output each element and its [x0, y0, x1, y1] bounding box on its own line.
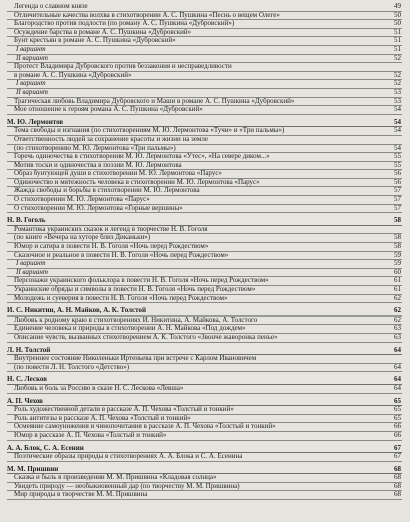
toc-entry [7, 37, 402, 46]
page-number: 58 [394, 242, 401, 251]
toc-section-heading [7, 376, 402, 385]
entry-title: Одиночество и мятежность человека в стихотворении М. Ю. Лермонтова «Парус» [14, 178, 260, 186]
page-number: 51 [394, 36, 401, 45]
entry-title: Тема свободы и изгнания (по стихотворениям М. Ю. Лермонтова «Тучи» и «Три пальмы») [14, 127, 285, 135]
page-number: 52 [394, 79, 401, 88]
toc-entry [7, 234, 402, 243]
toc-entry [7, 98, 402, 107]
toc-entry [7, 432, 402, 441]
page-number: 62 [394, 306, 401, 315]
page-number: 56 [394, 177, 401, 186]
page-number: 59 [394, 259, 401, 268]
toc-entry [7, 334, 402, 343]
page-number: 53 [394, 87, 401, 96]
entry-title: Сказочное и реальное в повести Н. В. Гоголя «Ночь перед Рождеством» [14, 251, 229, 259]
page-number: 51 [394, 27, 401, 36]
entry-title: Романтика украинских сказок и легенд в творчестве Н. В. Гоголя [14, 225, 208, 233]
toc-entry [7, 491, 402, 500]
section-author: Н. С. Лесков [7, 376, 48, 384]
toc-entry [7, 295, 402, 304]
entry-title: О стихотворении М. Ю. Лермонтова «Горные вершины» [14, 204, 183, 212]
entry-title: (по книге «Вечера на хуторе близ Диканьки») [14, 234, 151, 242]
toc-entry [7, 325, 402, 334]
entry-title: Юмор в рассказе А. П. Чехова «Толстый и тонкий» [14, 431, 167, 439]
page-number: 50 [394, 19, 401, 28]
page-number: 64 [394, 375, 401, 384]
toc-entry [7, 355, 402, 364]
toc-section-heading [7, 347, 402, 356]
entry-title: Жажда свободы и борьбы в стихотворении М. Ю. Лермонтова [14, 187, 200, 195]
toc-entry [7, 162, 402, 171]
entry-title: Роль антитезы в рассказе А. П. Чехова «Толстый и тонкий» [14, 414, 191, 422]
entry-title: Персонажи украинского фольклора в повести Н. В. Гоголя «Ночь перед Рождеством» [14, 277, 269, 285]
entry-title: I вариант [16, 80, 46, 88]
entry-title: О стихотворении М. Ю. Лермонтова «Парус» [14, 196, 150, 204]
toc-variant-row [7, 260, 402, 269]
page-number: 55 [394, 160, 401, 169]
toc-entry [7, 106, 402, 115]
entry-title: Трагическая любовь Владимира Дубровского и Маши в романе А. С. Пушкина «Дубровский» [14, 97, 295, 105]
page-number: 52 [394, 53, 401, 62]
toc-entry [7, 196, 402, 205]
page-number: 68 [394, 481, 401, 490]
entry-title: в романе А. С. Пушкина «Дубровский» [14, 71, 132, 79]
page-number: 63 [394, 332, 401, 341]
entry-title: Украинские обряды и символы в повести Н. В. Гоголя «Ночь перед Рождеством» [14, 286, 256, 293]
entry-title: Сказка и быль в произведении М. М. Пришвина «Кладовая солнца» [14, 474, 217, 482]
toc-entry [7, 127, 402, 136]
page-number: 67 [394, 443, 401, 452]
entry-title: Любовь к родному краю в стихотворениях И. Никитина, А. Майкова, А. Толстого [14, 316, 258, 324]
page-number: 57 [394, 203, 401, 212]
page-number: 64 [394, 383, 401, 392]
page-number: 66 [394, 422, 401, 431]
page-number: 65 [394, 413, 401, 422]
toc-entry [7, 170, 402, 179]
toc-entry [7, 286, 402, 295]
entry-title: (по повести Л. Н. Толстого «Детство») [14, 363, 130, 371]
toc-entry [7, 385, 402, 394]
entry-title: Поэтические образы природы в стихотворениях А. А. Блока и С. А. Есенина [14, 453, 243, 461]
page-number: 56 [394, 169, 401, 178]
entry-title: I вариант [16, 260, 46, 268]
page-number: 61 [394, 276, 401, 285]
entry-title: Благородство против подлости (по роману А. С. Пушкина «Дубровский») [14, 20, 235, 28]
toc-entry [7, 453, 402, 462]
page-number: 64 [394, 362, 401, 371]
entry-title: Внутреннее состояние Николеньки Иртеньева при встрече с Карлом Ивановичем [14, 355, 257, 363]
toc-variant-row [7, 55, 402, 64]
entry-title: Увидеть природу — необыкновенный дар (по творчеству М. М. Пришвина) [14, 482, 240, 490]
page-number: 60 [394, 267, 401, 276]
toc-entry [7, 474, 402, 483]
page-number: 57 [394, 186, 401, 195]
toc-entry [7, 3, 402, 12]
page-number: 51 [394, 44, 401, 53]
page-number: 54 [394, 143, 401, 152]
entry-title: Единение человека и природы в стихотворении А. Н. Майкова «Под дождем» [14, 325, 246, 333]
toc-entry [7, 252, 402, 261]
toc-variant-row [7, 269, 402, 278]
entry-title: Любовь и боль за Россию в сказе Н. С. Лескова «Левша» [14, 384, 184, 392]
page-number: 57 [394, 195, 401, 204]
toc-entry [7, 72, 402, 81]
toc-entry [7, 406, 402, 415]
entry-title: II вариант [16, 54, 48, 62]
toc-variant-row [7, 46, 402, 55]
toc-section-heading [7, 119, 402, 128]
entry-title: Легенда о славном князе [14, 3, 88, 10]
toc-entry [7, 136, 402, 145]
page-number: 66 [394, 430, 401, 439]
entry-title: Молодежь и суеверия в повести Н. В. Гоголя «Ночь перед Рождеством» [14, 294, 228, 302]
toc-entry [7, 12, 402, 21]
entry-title: Бунт крестьян в романе А. С. Пушкина «Дубровский» [14, 37, 176, 45]
toc-entry [7, 179, 402, 188]
page-number: 68 [394, 464, 401, 473]
page-number: 58 [394, 216, 401, 225]
entry-title: Мир природы в творчестве М. М. Пришвина [14, 491, 148, 499]
page-number: 64 [394, 345, 401, 354]
toc-entry [7, 483, 402, 492]
toc-section-heading [7, 307, 402, 317]
toc-variant-row [7, 80, 402, 89]
toc-entry [7, 415, 402, 424]
page-number: 58 [394, 233, 401, 242]
table-of-contents [7, 3, 402, 500]
page-number: 67 [394, 452, 401, 461]
entry-title: Роль художественной детали в рассказе А. П. Чехова «Толстый и тонкий» [14, 406, 234, 414]
page-number: 65 [394, 396, 401, 405]
entry-title: Мое отношение к героям романа А. С. Пушкина «Дубровский» [14, 106, 203, 114]
page-number: 68 [394, 490, 401, 499]
entry-title: Описание чувств, вызванных стихотворением А. К. Толстого «Звонче жаворонка пенье» [14, 333, 278, 341]
toc-entry [7, 226, 402, 235]
toc-entry [7, 145, 402, 154]
page-number: 68 [394, 473, 401, 482]
page-number: 50 [394, 10, 401, 19]
entry-title: Горечь одиночества в стихотворении М. Ю. Лермонтова «Утес», «На севере диком...» [14, 153, 270, 161]
toc-entry [7, 205, 402, 214]
toc-entry [7, 153, 402, 162]
entry-title: Осуждение барства в романе А. С. Пушкина «Дубровский» [14, 28, 192, 36]
section-author: М. Ю. Лермонтов [7, 118, 64, 126]
page-number: 61 [394, 285, 401, 293]
toc-section-heading [7, 445, 402, 454]
entry-title: Образ бунтующей души в стихотворении М. Ю. Лермонтова «Парус» [14, 170, 222, 178]
toc-section-heading [7, 398, 402, 407]
section-author: Л. Н. Толстой [7, 346, 51, 354]
entry-title: Протест Владимира Дубровского против беззакония и несправедливости [14, 63, 232, 71]
section-author: А. П. Чехов [7, 397, 43, 405]
entry-title: Мотив тоски и одиночества в поэзии М. Ю. Лермонтова [14, 161, 182, 169]
toc-entry [7, 277, 402, 286]
page-number: 52 [394, 70, 401, 79]
section-author: Н. В. Гоголь [7, 217, 46, 225]
section-author: А. А. Блок, С. А. Есенин [7, 444, 84, 452]
toc-entry [7, 243, 402, 252]
toc-variant-row [7, 89, 402, 98]
toc-entry [7, 29, 402, 38]
section-author: М. М. Пришвин [7, 465, 59, 473]
toc-entry [7, 317, 402, 326]
entry-title: I вариант [16, 45, 46, 53]
toc-entry [7, 20, 402, 29]
page-number: 54 [394, 126, 401, 135]
toc-section-heading [7, 466, 402, 475]
toc-entry [7, 423, 402, 432]
page-number: 55 [394, 152, 401, 161]
toc-entry [7, 63, 402, 72]
entry-title: Ответственность людей за сохранение красоты и жизни на земле [14, 135, 208, 143]
entry-title: II вариант [16, 268, 48, 276]
page-number: 54 [394, 117, 401, 126]
entry-title: Юмор и сатира в повести Н. В. Гоголя «Ночь перед Рождеством» [14, 243, 209, 251]
entry-title: Отличительные качества волхва в стихотворении А. С. Пушкина «Песнь о вещем Олеге» [14, 11, 280, 19]
page-number: 62 [394, 293, 401, 302]
toc-entry [7, 187, 402, 196]
entry-title: (по стихотворению М. Ю. Лермонтова «Три пальмы») [14, 144, 176, 152]
page-number: 63 [394, 324, 401, 333]
entry-title: Осмеяние самоунижения и чинопочитания в рассказе А. П. Чехова «Толстый и тонкий» [14, 423, 276, 431]
page-number: 53 [394, 96, 401, 105]
page-number: 65 [394, 405, 401, 414]
page-number: 62 [394, 315, 401, 324]
page-number: 59 [394, 250, 401, 259]
toc-section-heading [7, 217, 402, 226]
page-number: 49 [394, 2, 401, 10]
section-author: И. С. Никитин, А. Н. Майков, А. К. Толстой [7, 307, 147, 315]
toc-entry [7, 364, 402, 373]
entry-title: II вариант [16, 88, 48, 96]
page-number: 54 [394, 105, 401, 114]
